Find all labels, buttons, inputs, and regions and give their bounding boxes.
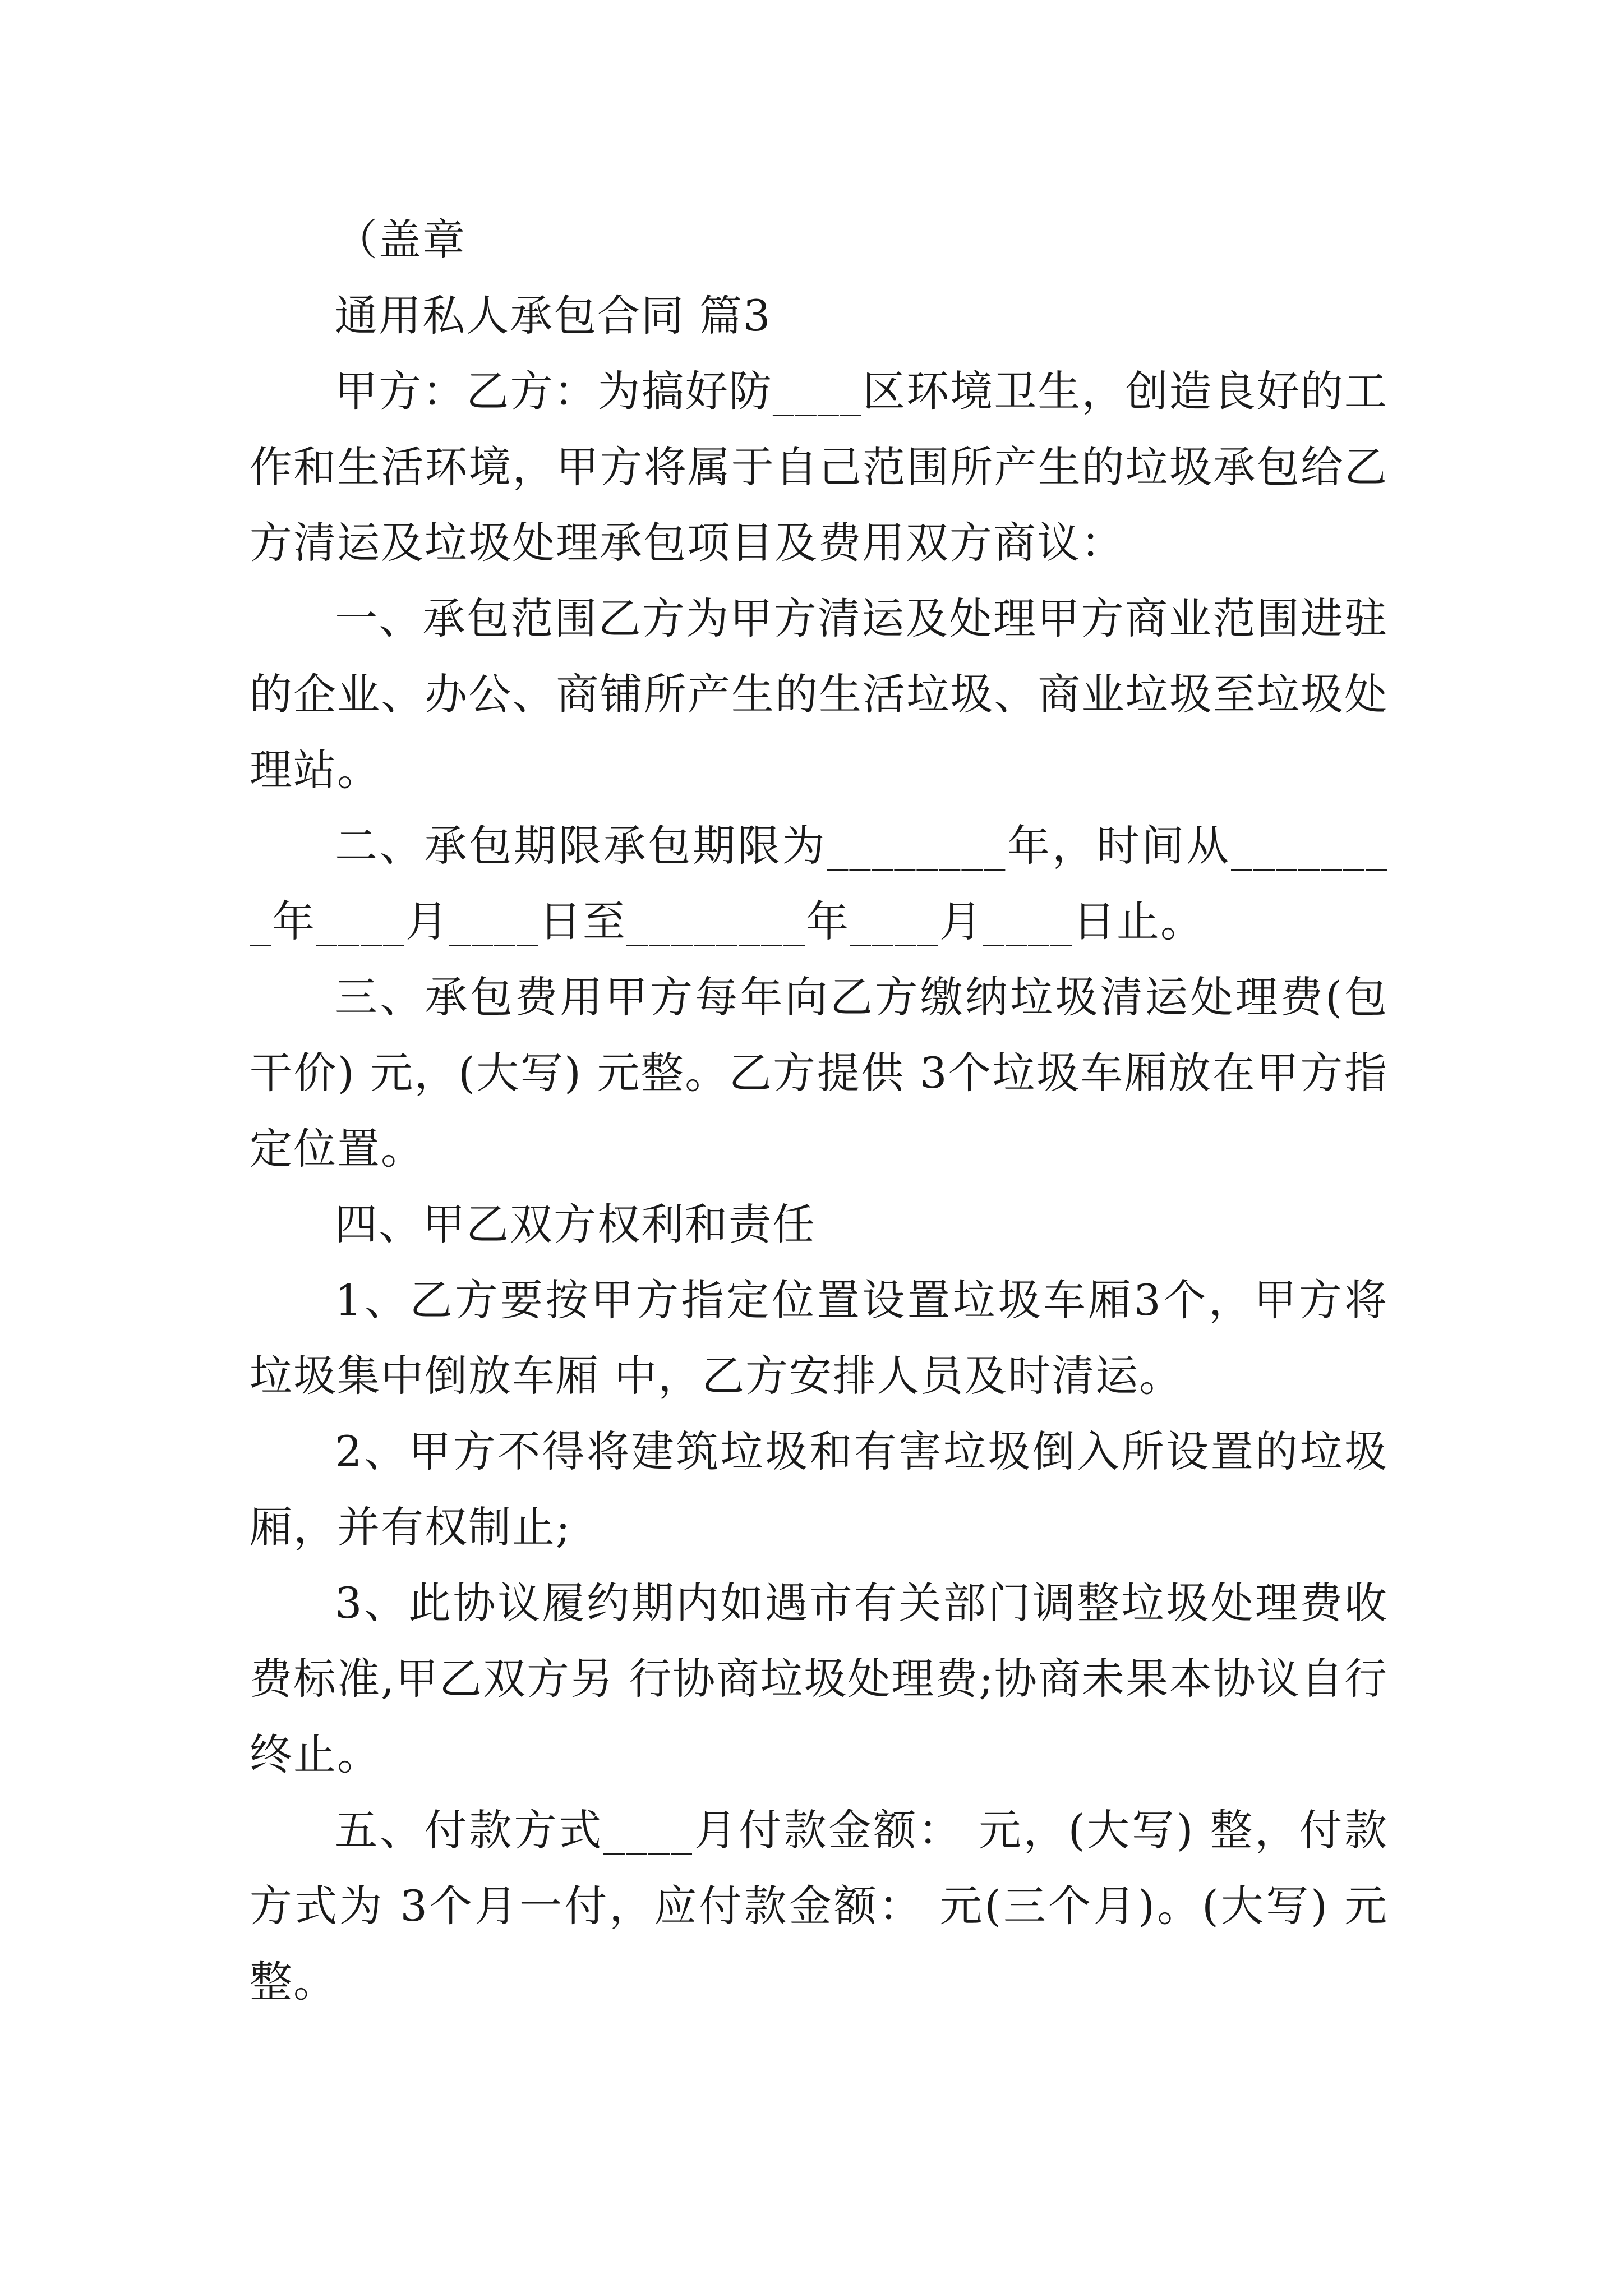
document-body <box>250 202 1388 2019</box>
clause-term: 二、承包期限承包期限为________年，时间从________年____月____日至________年____月____日止。 <box>250 821 1388 946</box>
clause-fee: 三、承包费用甲方每年向乙方缴纳垃圾清运处理费(包干价) 元，(大写) 元整。乙方提供 3个垃圾车厢放在甲方指定位置。 <box>250 972 1388 1174</box>
clause-payment: 五、付款方式____月付款金额： 元，(大写) 整，付款方式为 3个月一付，应付款金额： 元(三个月)。(大写) 元整。 <box>250 1805 1388 2007</box>
seal-line: （盖章 <box>335 215 466 265</box>
clause-rights-item-1: 1、乙方要按甲方指定位置设置垃圾车厢3个，甲方将垃圾集中倒放车厢 中，乙方安排人员及时清运。 <box>250 1275 1388 1401</box>
clause-rights-item-2: 2、甲方不得将建筑垃圾和有害垃圾倒入所设置的垃圾厢，并有权制止; <box>250 1427 1388 1552</box>
section-heading: 通用私人承包合同 篇3 <box>335 291 772 341</box>
clause-scope: 一、承包范围乙方为甲方清运及处理甲方商业范围进驻的企业、办公、商铺所产生的生活垃圾、商业垃圾至垃圾处理站。 <box>250 593 1388 795</box>
clause-rights-heading: 四、甲乙双方权利和责任 <box>335 1199 816 1249</box>
intro-paragraph: 甲方：乙方：为搞好防____区环境卫生，创造良好的工作和生活环境，甲方将属于自己范围所产生的垃圾承包给乙方清运及垃圾处理承包项目及费用双方商议： <box>250 366 1388 568</box>
clause-rights-item-3: 3、此协议履约期内如遇市有关部门调整垃圾处理费收费标准,甲乙双方另 行协商垃圾处理费;协商未果本协议自行终止。 <box>250 1578 1388 1779</box>
